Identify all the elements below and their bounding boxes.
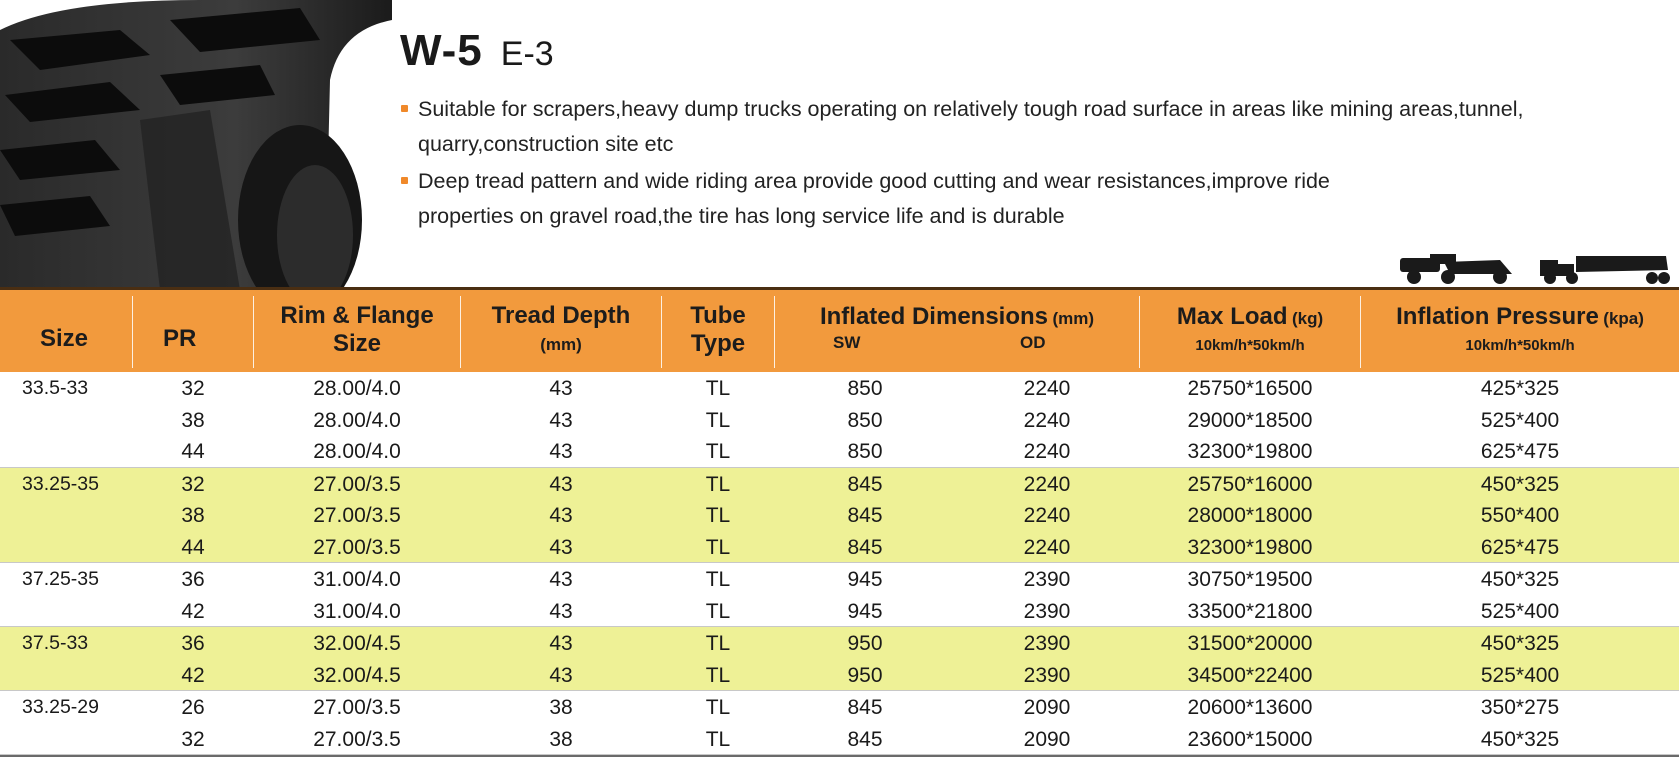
cell-tube: TL: [705, 377, 731, 400]
cell-rim: 28.00/4.0: [313, 377, 401, 400]
cell-pr: 32: [181, 377, 205, 400]
cell-load: 32300*19800: [1187, 535, 1313, 559]
cell-tube: TL: [705, 440, 731, 463]
cell-rim: 28.00/4.0: [313, 440, 401, 463]
header-pr: [133, 290, 253, 372]
header-tread-unit: (mm): [540, 335, 582, 354]
header-maxload-label: Max Load: [1176, 303, 1288, 330]
cell-tread: 43: [549, 408, 573, 432]
cell-pressure: 450*325: [1480, 472, 1560, 496]
header-maxload: [1140, 290, 1360, 372]
feature-line: Deep tread pattern and wide riding area provide good cutting and wear resistances,improve ride: [418, 169, 1330, 193]
table-row: [0, 435, 1679, 467]
feature-line: quarry,construction site etc: [418, 132, 674, 156]
machine-icons: [1400, 250, 1672, 286]
cell-od: 2240: [1023, 440, 1071, 463]
cell-pr: 36: [181, 632, 205, 655]
size-group: [0, 372, 1679, 468]
dump-truck-icon: [1540, 256, 1670, 284]
cell-rim: 28.00/4.0: [313, 408, 401, 432]
cell-od: 2390: [1023, 568, 1071, 591]
cell-tread: 43: [549, 535, 573, 559]
cell-od: 2240: [1023, 504, 1071, 527]
cell-pressure: 625*475: [1480, 440, 1560, 463]
header-sw: SW: [833, 333, 861, 352]
cell-pr: 42: [181, 599, 205, 623]
size-group: [0, 627, 1679, 691]
cell-pressure: 625*475: [1480, 535, 1560, 559]
feature-item: [401, 92, 1671, 162]
cell-tread: 43: [549, 599, 573, 623]
cell-load: 34500*22400: [1187, 663, 1313, 687]
header-tube: [662, 290, 774, 372]
header-maxload-sub: 10km/h*50km/h: [1195, 337, 1305, 354]
cell-pr: 36: [181, 568, 205, 591]
bullet-icon: [401, 105, 408, 112]
table-row: [0, 404, 1679, 436]
cell-tube: TL: [705, 599, 731, 623]
table-row: [0, 563, 1679, 595]
size-group: [0, 563, 1679, 627]
cell-od: 2090: [1023, 727, 1071, 751]
cell-rim: 32.00/4.5: [313, 663, 401, 687]
cell-size: 33.25-29: [22, 696, 99, 718]
table-row: [0, 627, 1679, 659]
header-pressure-unit: (kpa): [1603, 309, 1644, 328]
table-row: [0, 659, 1679, 691]
cell-tube: TL: [705, 535, 731, 559]
header-tread-label: Tread Depth: [491, 302, 631, 329]
cell-tube: TL: [705, 663, 731, 687]
header-pressure-label: Inflation Pressure: [1396, 303, 1599, 330]
feature-item: [401, 164, 1671, 234]
scraper-icon: [1400, 254, 1512, 284]
cell-sw: 845: [847, 535, 883, 559]
cell-rim: 31.00/4.0: [313, 568, 401, 591]
cell-pr: 38: [181, 408, 205, 432]
feature-line: Suitable for scrapers,heavy dump trucks operating on relatively tough road surface in areas like mining areas,tunnel,: [418, 97, 1524, 121]
cell-pr: 32: [181, 727, 205, 751]
cell-pressure: 550*400: [1480, 504, 1560, 527]
header-inflated-unit: (mm): [1052, 309, 1095, 328]
cell-pressure: 450*325: [1480, 632, 1560, 655]
cell-load: 23600*15000: [1187, 727, 1313, 751]
cell-tread: 43: [549, 377, 573, 400]
header-inflated-label: Inflated Dimensions: [819, 303, 1049, 330]
cell-pressure: 450*325: [1480, 727, 1560, 751]
cell-tube: TL: [705, 472, 731, 496]
cell-tread: 43: [549, 472, 573, 496]
pattern-code: E-3: [500, 35, 554, 73]
cell-sw: 845: [847, 696, 883, 719]
feature-line: properties on gravel road,the tire has long service life and is durable: [418, 204, 1065, 228]
cell-load: 31500*20000: [1187, 632, 1313, 655]
product-title: [400, 26, 554, 76]
cell-tread: 38: [549, 727, 573, 751]
table-row: [0, 595, 1679, 627]
cell-sw: 850: [847, 440, 883, 463]
cell-sw: 945: [847, 568, 883, 591]
feature-list: [401, 92, 1671, 236]
cell-sw: 945: [847, 599, 883, 623]
cell-tube: TL: [705, 632, 731, 655]
cell-pressure: 425*325: [1480, 377, 1560, 400]
cell-load: 25750*16000: [1187, 472, 1313, 496]
table-header: [0, 287, 1679, 372]
header-rim-line1: Rim & Flange: [280, 302, 434, 329]
cell-tube: TL: [705, 408, 731, 432]
header-tube-line2: Type: [690, 330, 746, 357]
cell-rim: 32.00/4.5: [313, 632, 401, 655]
cell-od: 2240: [1023, 472, 1071, 496]
cell-sw: 850: [847, 377, 883, 400]
cell-load: 33500*21800: [1187, 599, 1313, 623]
cell-tread: 38: [549, 696, 573, 719]
cell-od: 2240: [1023, 535, 1071, 559]
header-pressure: [1361, 290, 1679, 372]
spec-table: [0, 287, 1679, 755]
cell-pr: 44: [181, 440, 205, 463]
cell-od: 2240: [1023, 408, 1071, 432]
size-group: [0, 468, 1679, 564]
cell-tube: TL: [705, 568, 731, 591]
cell-pressure: 350*275: [1480, 696, 1560, 719]
cell-size: 33.25-35: [22, 472, 99, 495]
cell-tread: 43: [549, 568, 573, 591]
cell-od: 2390: [1023, 663, 1071, 687]
cell-pr: 44: [181, 535, 205, 559]
cell-rim: 27.00/3.5: [313, 504, 401, 527]
cell-tread: 43: [549, 663, 573, 687]
cell-tread: 43: [549, 504, 573, 527]
cell-pr: 32: [181, 472, 205, 496]
table-row: [0, 372, 1679, 404]
header-rim: [254, 290, 460, 372]
table-row: [0, 499, 1679, 531]
cell-rim: 27.00/3.5: [313, 727, 401, 751]
cell-tread: 43: [549, 632, 573, 655]
cell-load: 25750*16500: [1187, 377, 1313, 400]
cell-od: 2090: [1023, 696, 1071, 719]
cell-pressure: 450*325: [1480, 568, 1560, 591]
cell-rim: 27.00/3.5: [313, 696, 401, 719]
cell-load: 30750*19500: [1187, 568, 1313, 591]
cell-rim: 31.00/4.0: [313, 599, 401, 623]
cell-load: 20600*13600: [1187, 696, 1313, 719]
table-row: [0, 468, 1679, 500]
bullet-icon: [401, 177, 408, 184]
cell-size: 37.5-33: [22, 632, 89, 654]
tyre-photo-icon: [0, 0, 392, 290]
header-tread: [461, 290, 661, 372]
cell-sw: 845: [847, 472, 883, 496]
cell-pressure: 525*400: [1480, 408, 1560, 432]
table-row: [0, 723, 1679, 755]
cell-tube: TL: [705, 504, 731, 527]
cell-pressure: 525*400: [1480, 599, 1560, 623]
cell-sw: 950: [847, 663, 883, 687]
cell-pressure: 525*400: [1480, 663, 1560, 687]
cell-size: 33.5-33: [22, 377, 89, 399]
model-name: W-5: [400, 26, 483, 75]
cell-od: 2390: [1023, 599, 1071, 623]
cell-tube: TL: [705, 727, 731, 751]
cell-load: 29000*18500: [1187, 408, 1313, 432]
cell-load: 28000*18000: [1187, 504, 1313, 527]
table-body: [0, 372, 1679, 755]
header-size: [0, 290, 132, 372]
header-maxload-unit: (kg): [1291, 309, 1324, 328]
cell-pr: 42: [181, 663, 205, 687]
table-row: [0, 691, 1679, 723]
cell-sw: 950: [847, 632, 883, 655]
cell-tread: 43: [549, 440, 573, 463]
cell-od: 2240: [1023, 377, 1071, 400]
header-inflated: [775, 290, 1139, 372]
cell-sw: 845: [847, 727, 883, 751]
cell-sw: 850: [847, 408, 883, 432]
header-rim-line2: Size: [332, 330, 382, 357]
cell-rim: 27.00/3.5: [313, 472, 401, 496]
cell-od: 2390: [1023, 632, 1071, 655]
cell-rim: 27.00/3.5: [313, 535, 401, 559]
header-tube-line1: Tube: [690, 302, 746, 329]
header-pressure-sub: 10km/h*50km/h: [1465, 337, 1575, 354]
cell-load: 32300*19800: [1187, 440, 1313, 463]
cell-tube: TL: [705, 696, 731, 719]
cell-sw: 845: [847, 504, 883, 527]
size-group: [0, 691, 1679, 755]
cell-pr: 26: [181, 696, 205, 719]
table-bottom-rule: [0, 755, 1679, 757]
cell-pr: 38: [181, 504, 205, 527]
header-size-label: Size: [40, 325, 89, 352]
header-pr-label: PR: [163, 325, 197, 352]
header-od: OD: [1020, 333, 1046, 352]
table-row: [0, 531, 1679, 563]
cell-size: 37.25-35: [22, 568, 99, 590]
